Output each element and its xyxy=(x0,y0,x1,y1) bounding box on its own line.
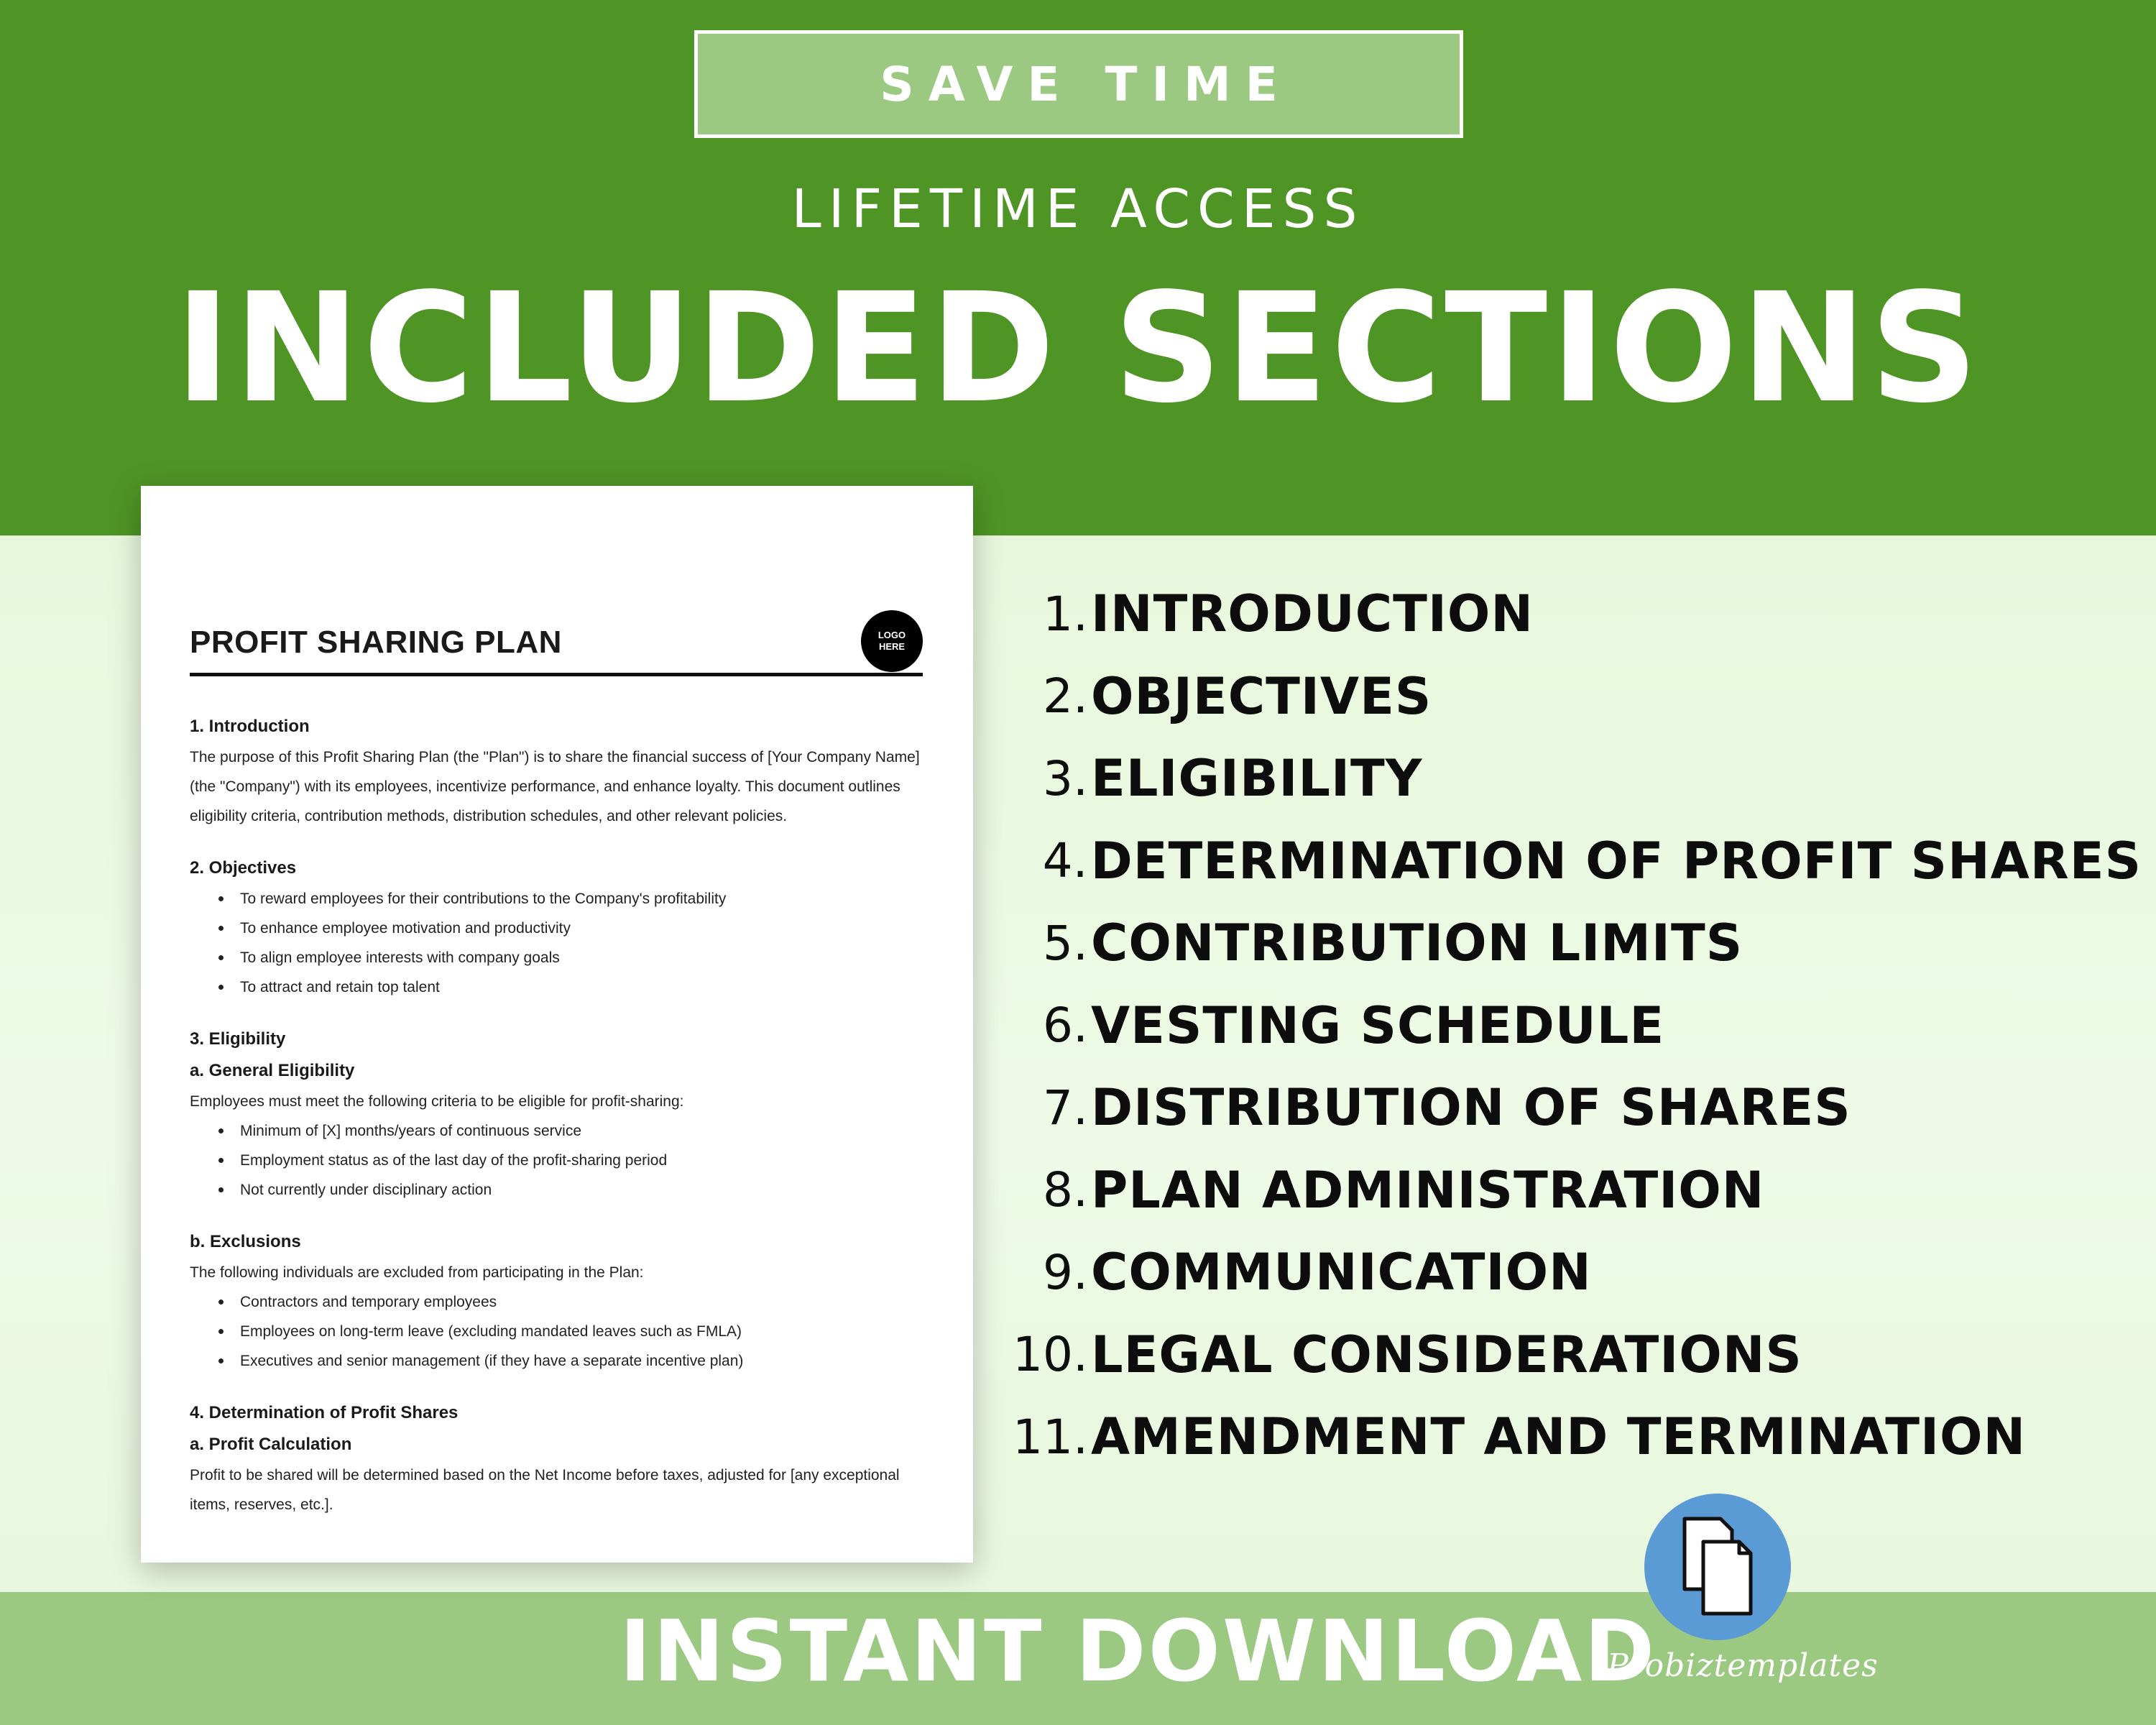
logo-text-line2: HERE xyxy=(878,641,906,652)
general-eligibility-text: Employees must meet the following criteria to be eligible for profit-sharing: xyxy=(190,1093,684,1110)
general-eligibility-heading: a. General Eligibility xyxy=(190,1061,355,1080)
section-label: CONTRIBUTION LIMITS xyxy=(1091,914,1743,973)
section-item xyxy=(992,1067,2142,1149)
logo-placeholder xyxy=(861,610,923,672)
eligibility-heading: 3. Eligibility xyxy=(190,1029,286,1049)
document-preview xyxy=(141,486,973,1563)
section-item xyxy=(992,902,2142,985)
section-number: 1. xyxy=(1043,586,1088,642)
document-body xyxy=(190,676,923,1519)
section-label: INTRODUCTION xyxy=(1091,584,1534,644)
section-label: OBJECTIVES xyxy=(1091,666,1432,726)
section-label: VESTING SCHEDULE xyxy=(1091,995,1665,1055)
exclusions-list xyxy=(190,1287,923,1376)
included-sections-title: INCLUDED SECTIONS xyxy=(175,260,1981,436)
save-time-text: SAVE TIME xyxy=(880,56,1292,112)
section-number: 6. xyxy=(1043,998,1088,1054)
section-label: ELIGIBILITY xyxy=(1091,749,1423,809)
section-label: AMENDMENT AND TERMINATION xyxy=(1091,1407,2027,1467)
section-label: LEGAL CONSIDERATIONS xyxy=(1091,1325,1802,1384)
list-item: To attract and retain top talent xyxy=(218,972,923,1002)
profit-calculation-text: Profit to be shared will be determined based on the Net Income before taxes, adjusted for [any exceptional items, reserves, etc.]. xyxy=(190,1467,900,1513)
section-item xyxy=(992,1231,2142,1314)
section-number: 11. xyxy=(1013,1409,1088,1465)
save-time-badge xyxy=(694,30,1463,138)
section-label: COMMUNICATION xyxy=(1091,1243,1592,1302)
list-item: Employees on long-term leave (excluding mandated leaves such as FMLA) xyxy=(218,1317,923,1346)
section-number: 3. xyxy=(1043,750,1088,806)
exclusions-heading: b. Exclusions xyxy=(190,1232,301,1251)
general-eligibility-list xyxy=(190,1116,923,1205)
section-item xyxy=(992,573,2142,656)
list-item: Minimum of [X] months/years of continuous service xyxy=(218,1116,923,1146)
document-copy-icon-svg xyxy=(1674,1513,1761,1621)
section-item xyxy=(992,1314,2142,1397)
section-label: DETERMINATION OF PROFIT SHARES xyxy=(1090,831,2142,891)
section-label: DISTRIBUTION OF SHARES xyxy=(1091,1078,1851,1138)
determination-heading: 4. Determination of Profit Shares xyxy=(190,1403,459,1422)
brand-name: Probiztemplates xyxy=(1607,1647,1879,1684)
section-item xyxy=(992,737,2142,820)
section-label: PLAN ADMINISTRATION xyxy=(1091,1160,1765,1220)
document-header xyxy=(190,554,923,676)
section-number: 7. xyxy=(1043,1080,1088,1136)
document-copy-icon xyxy=(1644,1494,1791,1640)
intro-paragraph: The purpose of this Profit Sharing Plan (the "Plan") is to share the financial success of [Your Company Name] (the "Company") with its employees, incentivize performance, and enhance loyalty. This document outlines eligibility criteria, contribution methods, distribution schedules, and other relevant policies. xyxy=(190,749,920,824)
list-item: Contractors and temporary employees xyxy=(218,1287,923,1317)
list-item: Not currently under disciplinary action xyxy=(218,1175,923,1205)
section-number: 4. xyxy=(1042,833,1088,889)
section-item xyxy=(992,1396,2142,1478)
profit-calculation-heading: a. Profit Calculation xyxy=(190,1435,352,1454)
list-item: Employment status as of the last day of the profit-sharing period xyxy=(218,1146,923,1175)
section-item xyxy=(992,820,2142,903)
document-title: PROFIT SHARING PLAN xyxy=(190,625,562,660)
intro-heading: 1. Introduction xyxy=(190,717,310,736)
instant-download-text: INSTANT DOWNLOAD xyxy=(619,1601,1657,1701)
lifetime-access-text: LIFETIME ACCESS xyxy=(791,178,1365,240)
section-number: 9. xyxy=(1043,1244,1088,1300)
list-item: Executives and senior management (if they have a separate incentive plan) xyxy=(218,1346,923,1376)
logo-text-line1: LOGO xyxy=(877,629,906,640)
objectives-heading: 2. Objectives xyxy=(190,858,297,878)
section-item xyxy=(992,985,2142,1067)
sections-list xyxy=(992,573,2142,1478)
section-number: 10. xyxy=(1013,1327,1088,1383)
section-number: 2. xyxy=(1043,668,1088,724)
section-item xyxy=(992,1149,2142,1232)
list-item: To enhance employee motivation and productivity xyxy=(218,914,923,943)
list-item: To reward employees for their contributions to the Company's profitability xyxy=(218,884,923,914)
section-number: 5. xyxy=(1043,915,1088,971)
list-item: To align employee interests with company goals xyxy=(218,943,923,972)
objectives-list xyxy=(190,884,923,1002)
section-number: 8. xyxy=(1043,1162,1088,1218)
exclusions-text: The following individuals are excluded from participating in the Plan: xyxy=(190,1264,644,1281)
section-item xyxy=(992,656,2142,738)
